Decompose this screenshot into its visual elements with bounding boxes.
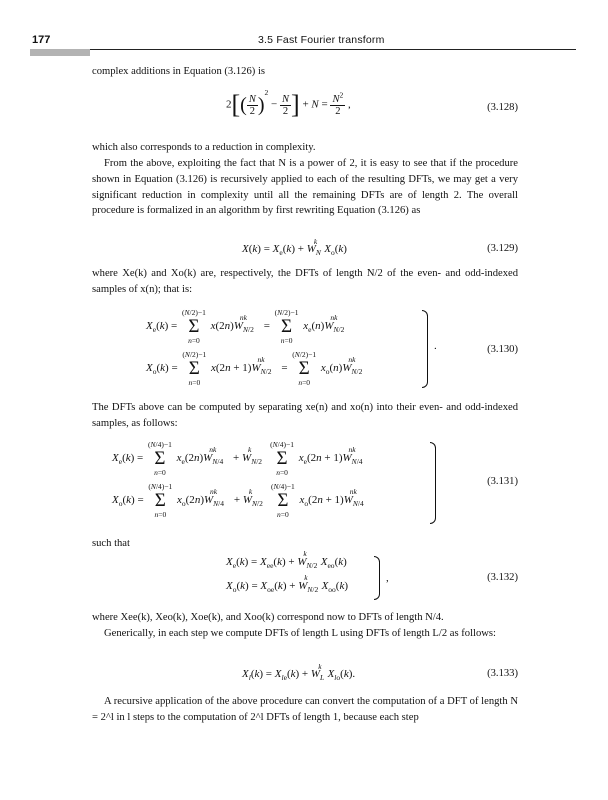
header-tab: [30, 49, 90, 56]
paragraph-4: where Xe(k) and Xo(k) are, respectively, the DFTs of length N/2 of the even- and odd-indexed samples of x(n); that is:: [92, 268, 518, 295]
right-brace: [422, 310, 428, 388]
paragraph-3: From the above, exploiting the fact that N is a power of 2, it is easy to see that if the procedure shown in Equation (3.126) is recursively applied to each of the resulting DFTs, we may get a very significant reduction in complexity until all the remaining DFTs are of length 2. The overall procedure is formalized in an algorithm by first rewriting Equation (3.126) as: [92, 158, 518, 217]
paragraph-7: where Xee(k), Xeo(k), Xoe(k), and Xoo(k) correspond now to DFTs of length N/4.: [92, 612, 444, 623]
equation-number: (3.130): [487, 344, 518, 355]
equation-number: (3.131): [487, 476, 518, 487]
equation-3-128: 2[( $\frac{N}{2}$ )$^2$ − $\frac{N}{2}$ ] + N = $\frac{N^2}{2}$ , (3.128): [226, 87, 518, 119]
paragraph-9: A recursive application of the above procedure can convert the computation of a DFT of length N = 2^l in l steps to the computation of 2^l DFTs of length 1, because each step: [92, 696, 518, 723]
equation-number: (3.133): [487, 668, 518, 679]
equation-number: (3.128): [487, 102, 518, 113]
page-number: 177: [32, 34, 51, 46]
right-brace: [374, 556, 380, 600]
equation-3-131: $X_e(k) = (N/4)-1$ Σ n=0 $x_e(2n)W_{N/4}^{nk} + W_{N/2}^k$ (N/4)−1 Σ n=0 $x_e(2n + 1)W_{N/4}^{nk}$ $X_o(k) = (N/4)-1$ Σ n=0 $x_o(2n)W_{N/4}^{nk} + W_{N/2}^k$ (N/4)−1 Σ n=0 $x_o(2n + 1)W_{N/4}^{nk}$ (3.131): [92, 436, 518, 526]
equation-3-132: $X_e(k) = X_{ee}(k) + W_{N/2}^kX_{eo}(k)$ $X_o(k) = X_{oe}(k) + W_{N/2}^kX_{oo}(k)$ , (3.132): [92, 552, 518, 600]
paragraph-8: Generically, in each step we compute DFTs of length L using DFTs of length L/2 as follows:: [104, 628, 496, 639]
paragraph-5: The DFTs above can be computed by separating xe(n) and xo(n) into their even- and odd-indexed samples, as follows:: [92, 402, 518, 429]
paragraph-1: complex additions in Equation (3.126) is: [92, 66, 266, 77]
right-brace: [430, 442, 436, 524]
equation-number: (3.132): [487, 572, 518, 583]
header-rule: [30, 49, 576, 50]
paragraph-6: such that: [92, 538, 130, 549]
equation-3-130: $X_e(k) = (N/2)-1$ Σ n=0 $x(2n)W_{N/2}^{nk} = (N/2)-1$ Σ n=0 $x_e(n)W_{N/2}^{nk}$ $X_o(k) = (N/2)-1$ Σ n=0 $x(2n + 1)W_{N/2}^{nk} = (N/2)-1$ Σ n=0 $x_o(n)W_{N/2}^{nk}$ . (3.130): [146, 308, 518, 387]
equation-3-133: $X_l(k) = X_{le}(k) + W_L^kX_{lo}(k)$. (3.133): [242, 662, 518, 683]
running-header: 3.5 Fast Fourier transform: [258, 34, 385, 46]
equation-number: (3.129): [487, 243, 518, 254]
equation-3-129: $X(k) = X_e(k) + W_N^kX_o(k)$ (3.129): [242, 237, 518, 258]
paragraph-2: which also corresponds to a reduction in complexity.: [92, 142, 316, 153]
